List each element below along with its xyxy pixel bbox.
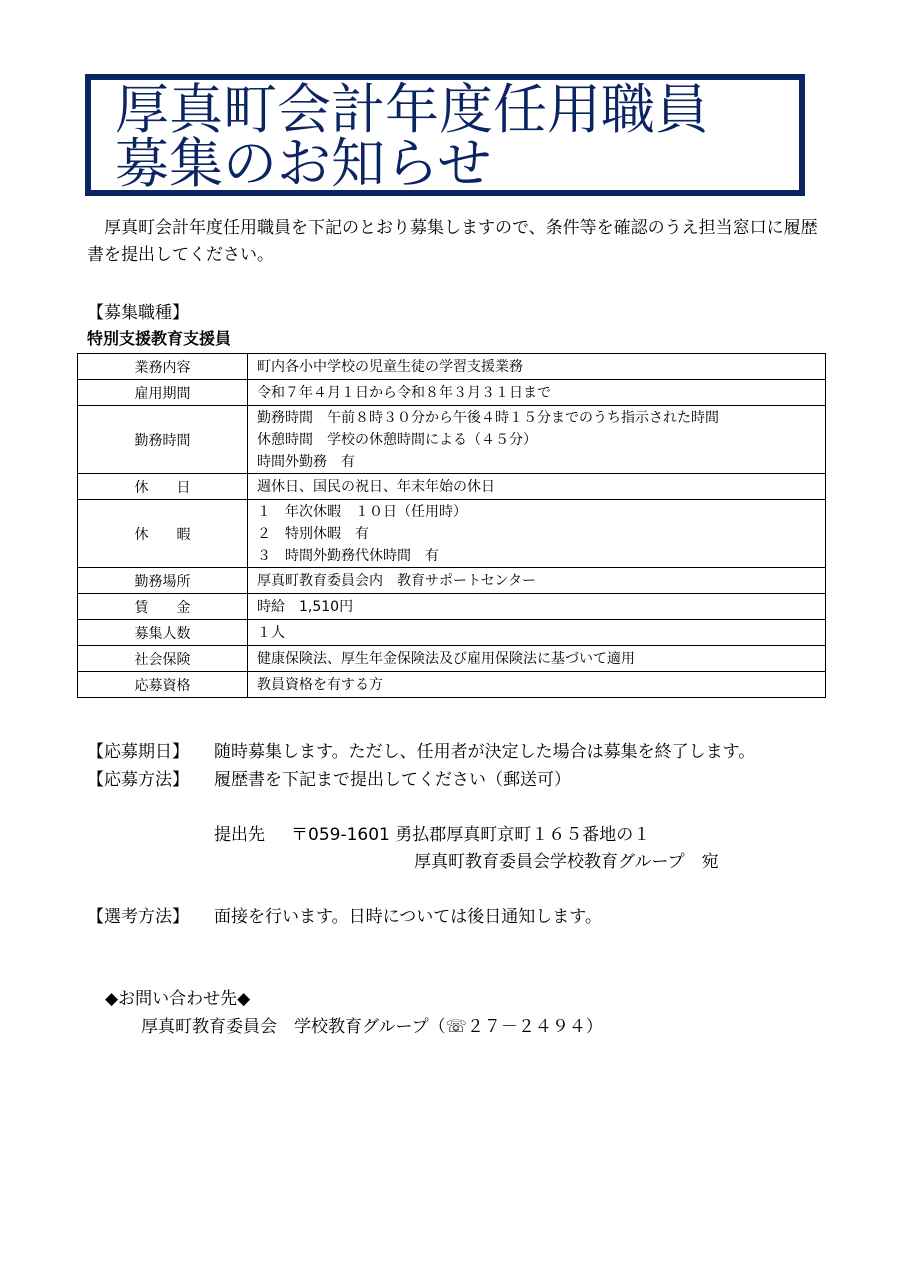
term-label: 業務内容	[78, 354, 248, 380]
term-value-line: 時間外勤務 有	[257, 453, 355, 470]
title-box	[85, 74, 805, 196]
term-value	[248, 594, 826, 620]
term-value-line: 休憩時間 学校の休憩時間による（４５分）	[257, 431, 537, 448]
term-value	[248, 568, 826, 594]
table-row	[78, 646, 826, 672]
term-value	[248, 646, 826, 672]
term-value-line: ２ 特別休暇 有	[257, 525, 369, 542]
submit-destination	[214, 820, 650, 845]
table-row	[78, 620, 826, 646]
table-row	[78, 568, 826, 594]
page-title-line-1: 厚真町会計年度任用職員	[115, 78, 709, 141]
application-period	[87, 737, 755, 762]
submit-address: 〒059-1601 勇払郡厚真町京町１６５番地の１	[291, 825, 651, 845]
term-value	[248, 620, 826, 646]
term-value-line: 町内各小中学校の児童生徒の学習支援業務	[257, 358, 523, 375]
term-value-line: 厚真町教育委員会内 教育サポートセンター	[257, 572, 537, 589]
job-name: 特別支援教育支援員	[87, 329, 232, 348]
term-value	[248, 380, 826, 406]
selection-method-head: 【選考方法】	[87, 907, 189, 927]
term-label: 勤務場所	[78, 568, 248, 594]
term-value-line: 令和７年４月１日から令和８年３月３１日まで	[257, 384, 551, 401]
submit-recipient: 厚真町教育委員会学校教育グループ 宛	[414, 852, 719, 872]
term-label: 休 暇	[78, 500, 248, 568]
table-row	[78, 474, 826, 500]
application-period-text: 随時募集します。ただし、任用者が決定した場合は募集を終了します。	[214, 742, 756, 762]
term-value-line: 健康保険法、厚生年金保険法及び雇用保険法に基づいて適用	[257, 650, 635, 667]
intro-paragraph	[87, 215, 827, 269]
selection-method-text: 面接を行います。日時については後日通知します。	[214, 907, 602, 927]
term-value	[248, 672, 826, 698]
application-method-text: 履歴書を下記まで提出してください（郵送可）	[214, 770, 571, 790]
term-value	[248, 406, 826, 474]
term-value-line: １ 年次休暇 １０日（任用時）	[257, 503, 467, 520]
term-label: 賃 金	[78, 594, 248, 620]
page-title-line-2: 募集のお知らせ	[115, 132, 492, 195]
term-label: 社会保険	[78, 646, 248, 672]
application-period-head: 【応募期日】	[87, 742, 189, 762]
selection-method	[87, 902, 602, 927]
table-row	[78, 500, 826, 568]
contact-details: 厚真町教育委員会 学校教育グループ（☏２７－２４９４）	[141, 1017, 603, 1037]
term-label: 勤務時間	[78, 406, 248, 474]
table-row	[78, 594, 826, 620]
term-value-line: 週休日、国民の祝日、年末年始の休日	[257, 478, 495, 495]
term-value	[248, 474, 826, 500]
term-label: 募集人数	[78, 620, 248, 646]
term-value-line: 時給 1,510円	[257, 598, 354, 615]
contact-heading: ◆お問い合わせ先◆	[105, 989, 251, 1009]
table-row	[78, 354, 826, 380]
application-method-head: 【応募方法】	[87, 770, 189, 790]
term-value-line: 教員資格を有する方	[257, 676, 383, 693]
term-value	[248, 500, 826, 568]
terms-table	[77, 353, 826, 698]
term-label: 休 日	[78, 474, 248, 500]
table-row	[78, 672, 826, 698]
submit-label: 提出先	[214, 825, 265, 845]
term-value	[248, 354, 826, 380]
application-method	[87, 765, 571, 790]
intro-text: 厚真町会計年度任用職員を下記のとおり募集しますので、条件等を確認のうえ担当窓口に履歴書を提出してください。	[87, 218, 818, 265]
table-row	[78, 406, 826, 474]
term-label: 雇用期間	[78, 380, 248, 406]
term-label: 応募資格	[78, 672, 248, 698]
term-value-line: 勤務時間 午前８時３０分から午後４時１５分までのうち指示された時間	[257, 409, 719, 426]
table-row	[78, 380, 826, 406]
recruit-section-label: 【募集職種】	[87, 303, 189, 323]
term-value-line: ３ 時間外勤務代休時間 有	[257, 547, 439, 564]
term-value-line: １人	[257, 624, 285, 641]
